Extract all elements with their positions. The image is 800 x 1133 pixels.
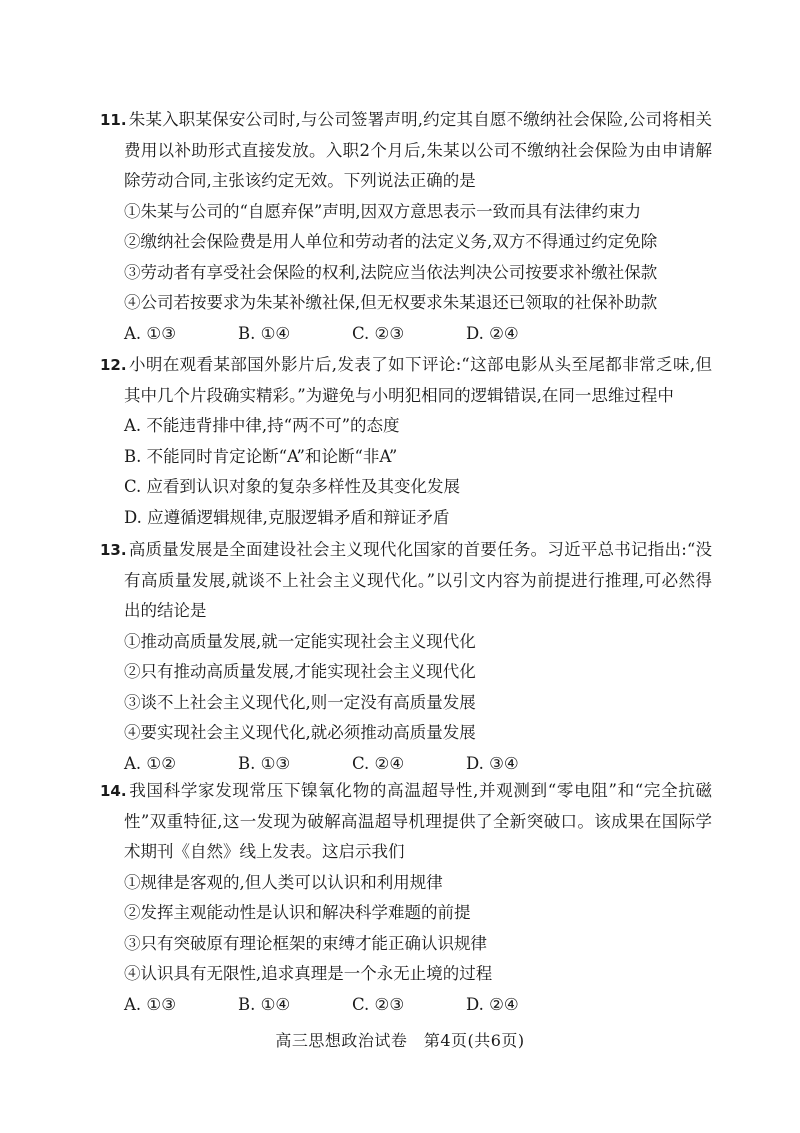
question-13 [100,535,712,779]
question-stem [100,776,712,868]
question-text: 高质量发展是全面建设社会主义现代化国家的首要任务。习近平总书记指出:“没有高质量发展,就谈不上社会主义现代化。”以引文内容为前提进行推理,可必然得出的结论是 [124,540,712,620]
answer-option: C. 应看到认识对象的复杂多样性及其变化发展 [124,477,461,496]
answer-choices [100,319,712,350]
answer-choices [100,749,712,780]
question-number: 13. [100,541,127,559]
answer-choice: C. ②④ [352,753,405,773]
question-number: 14. [100,782,127,800]
answer-choice: C. ②③ [352,994,405,1014]
question-text: 小明在观看某部国外影片后,发表了如下评论:“这部电影从头至尾都非常乏味,但其中几个片段确实精彩。”为避免与小明犯相同的逻辑错误,在同一思维过程中 [124,355,712,405]
answer-choice: C. ②③ [352,323,405,343]
statement-option: ③劳动者有享受社会保险的权利,法院应当依法判决公司按要求补缴社保款 [124,262,658,282]
answer-choice: B. ①④ [238,323,291,343]
answer-choice: A. ①③ [124,323,176,343]
statement-option: ③谈不上社会主义现代化,则一定没有高质量发展 [124,692,476,712]
answer-choices [100,990,712,1021]
statement-option: ③只有突破原有理论框架的束缚才能正确认识规律 [124,933,487,953]
statement-option: ②只有推动高质量发展,才能实现社会主义现代化 [124,662,476,681]
statement-option: ①规律是客观的,但人类可以认识和利用规律 [124,872,443,892]
answer-choice: B. ①③ [238,753,291,773]
answer-option: A. 不能违背排中律,持“两不可”的态度 [124,416,400,435]
question-number: 11. [100,111,127,129]
question-11 [100,105,712,349]
statement-option: ④公司若按要求为朱某补缴社保,但无权要求朱某退还已领取的社保补助款 [124,293,658,312]
question-14 [100,776,712,1020]
question-text: 我国科学家发现常压下镍氧化物的高温超导性,并观测到“零电阻”和“完全抗磁性”双重特征,这一发现为破解高温超导机理提供了全新突破口。该成果在国际学术期刊《自然》线上发表。这启示我们 [124,781,712,861]
answer-choice: A. ①② [124,753,176,773]
question-number: 12. [100,356,127,374]
answer-option: D. 应遵循逻辑规律,克服逻辑矛盾和辩证矛盾 [124,507,450,527]
answer-choice: B. ①④ [238,994,291,1014]
statement-option: ④要实现社会主义现代化,就必须推动高质量发展 [124,723,476,742]
statement-option: ④认识具有无限性,追求真理是一个永无止境的过程 [124,964,493,983]
answer-choice: D. ②④ [466,994,519,1014]
answer-choice: D. ②④ [466,323,519,343]
answer-choice: D. ③④ [466,753,519,773]
question-stem [100,105,712,197]
question-stem [100,350,712,411]
statement-option: ①朱某与公司的“自愿弃保”声明,因双方意思表示一致而具有法律约束力 [124,201,642,221]
answer-choice: A. ①③ [124,994,176,1014]
question-stem [100,535,712,627]
question-12 [100,350,712,533]
page-footer: 高三思想政治试卷 第4页(共6页) [275,1031,525,1050]
question-text: 朱某入职某保安公司时,与公司签署声明,约定其自愿不缴纳社会保险,公司将相关费用以补助形式直接发放。入职2个月后,朱某以公司不缴纳社会保险为由申请解除劳动合同,主张该约定无效。下列说法正确的是 [124,110,712,190]
statement-option: ①推动高质量发展,就一定能实现社会主义现代化 [124,631,476,651]
statement-option: ②缴纳社会保险费是用人单位和劳动者的法定义务,双方不得通过约定免除 [124,232,658,251]
answer-option: B. 不能同时肯定论断“A”和论断“非A” [124,446,398,466]
statement-option: ②发挥主观能动性是认识和解决科学难题的前提 [124,903,471,922]
